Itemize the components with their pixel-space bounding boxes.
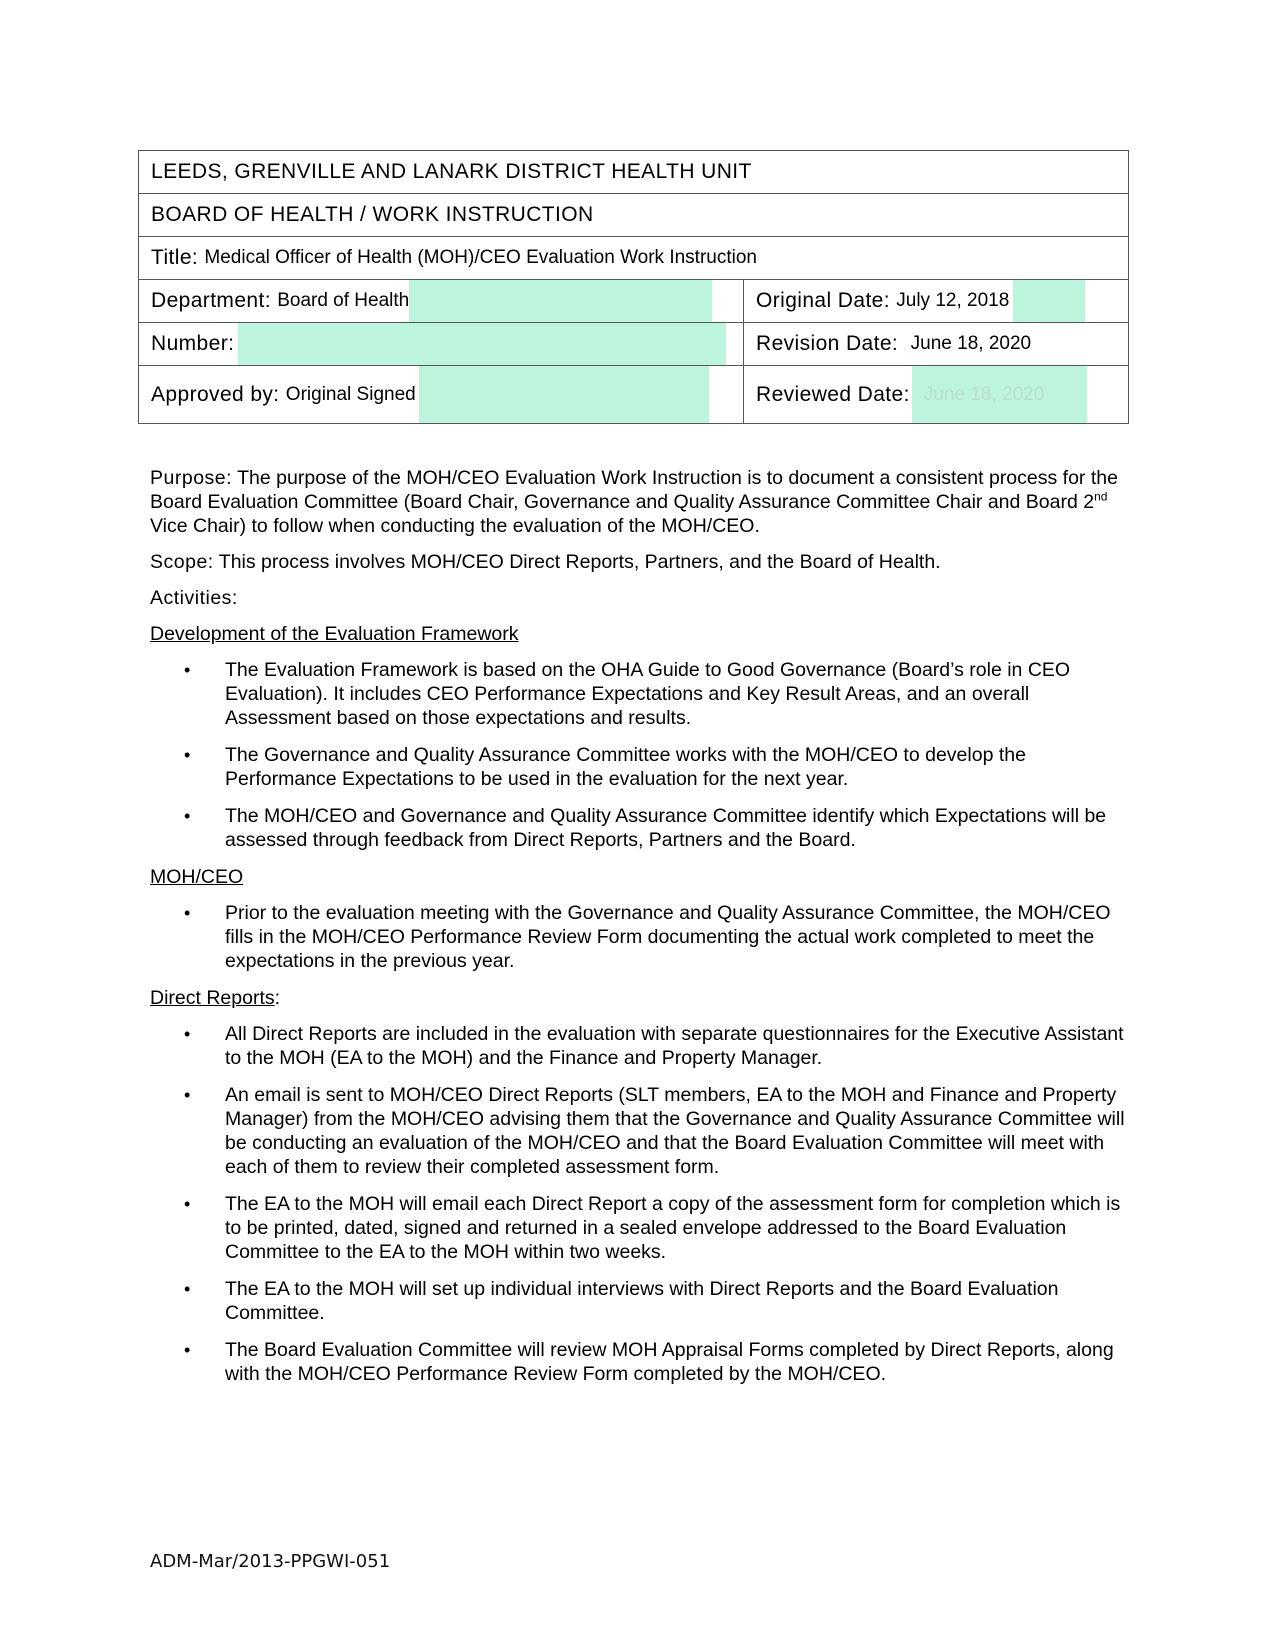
list-item	[150, 1277, 1130, 1325]
scope-paragraph	[150, 550, 1130, 574]
approved-by-label: Approved by:	[151, 382, 280, 406]
list-item-text: The EA to the MOH will set up individual interviews with Direct Reports and the Board Evaluation Committee.	[225, 1278, 1059, 1324]
list-item	[150, 901, 1130, 973]
revision-date-cell	[744, 323, 1129, 366]
document-body	[150, 466, 1130, 1399]
org-name: LEEDS, GRENVILLE AND LANARK DISTRICT HEALTH UNIT	[151, 160, 752, 183]
list-item	[150, 1338, 1130, 1386]
bullet-icon: •	[184, 1085, 191, 1105]
purpose-text-a: The purpose of the MOH/CEO Evaluation Work Instruction is to document a consistent process for the Board Evaluation Committee (Board Chair, Governance and Quality Assurance Committee Chair and Board 2	[150, 467, 1118, 513]
bullet-icon: •	[184, 903, 191, 923]
section-framework	[150, 622, 1130, 852]
section-heading: Direct Reports	[150, 987, 275, 1009]
bullet-icon: •	[184, 1194, 191, 1214]
title-label: Title:	[151, 246, 199, 269]
list-item	[150, 1083, 1130, 1179]
purpose-label: Purpose:	[150, 467, 233, 489]
bullet-icon: •	[184, 1024, 191, 1044]
list-item-text: The EA to the MOH will email each Direct Report a copy of the assessment form for completion which is to be printed, dated, signed and returned in a sealed envelope addressed to the Board Evaluation Committee to the EA to the MOH within two weeks.	[225, 1193, 1121, 1263]
purpose-paragraph	[150, 466, 1130, 538]
doc-type-cell	[139, 194, 1129, 237]
bullet-icon: •	[184, 745, 191, 765]
number-label: Number:	[151, 332, 235, 355]
revision-date-value: June 18, 2020	[910, 333, 1032, 354]
org-name-cell	[139, 151, 1129, 194]
approved-by-cell	[139, 366, 744, 424]
list-item	[150, 1022, 1130, 1070]
bullet-icon: •	[184, 660, 191, 680]
list-item-text: The Governance and Quality Assurance Committee works with the MOH/CEO to develop the Performance Expectations to be used in the evaluation for the next year.	[225, 744, 1026, 790]
scope-label: Scope:	[150, 551, 214, 573]
title-cell	[139, 237, 1129, 280]
bullet-icon: •	[184, 1340, 191, 1360]
section-heading-suffix: :	[274, 987, 281, 1009]
bullet-list	[150, 901, 1130, 973]
approved-by-highlight-field[interactable]	[419, 366, 709, 423]
list-item	[150, 658, 1130, 730]
number-field[interactable]	[238, 323, 726, 365]
number-cell	[139, 323, 744, 366]
revision-date-label: Revision Date:	[756, 332, 899, 355]
bullet-list	[150, 658, 1130, 852]
list-item	[150, 1192, 1130, 1264]
purpose-superscript: nd	[1094, 489, 1108, 504]
section-heading: Development of the Evaluation Framework	[150, 623, 519, 645]
department-value: Board of Health	[277, 290, 410, 311]
doc-type: BOARD OF HEALTH / WORK INSTRUCTION	[151, 203, 594, 226]
section-heading: MOH/CEO	[150, 866, 244, 888]
list-item-text: All Direct Reports are included in the evaluation with separate questionnaires for the Executive Assistant to the MOH (EA to the MOH) and the Finance and Property Manager.	[225, 1023, 1124, 1069]
title-value: Medical Officer of Health (MOH)/CEO Evaluation Work Instruction	[204, 247, 757, 268]
bullet-icon: •	[184, 1279, 191, 1299]
original-date-label: Original Date:	[756, 289, 890, 312]
department-label: Department:	[151, 289, 271, 312]
list-item-text: The Evaluation Framework is based on the OHA Guide to Good Governance (Board’s role in CEO Evaluation). It includes CEO Performance Expectations and Key Result Areas, and an overall Assessment based on those expectations and results.	[225, 659, 1071, 729]
reviewed-date-cell	[744, 366, 1129, 424]
activities-label: Activities:	[150, 587, 238, 609]
purpose-text-b: Vice Chair) to follow when conducting the evaluation of the MOH/CEO.	[150, 515, 760, 537]
list-item	[150, 804, 1130, 852]
list-item-text: An email is sent to MOH/CEO Direct Reports (SLT members, EA to the MOH and Finance and Property Manager) from the MOH/CEO advising them that the Governance and Quality Assurance Committee will be conducting an evaluation of the MOH/CEO and that the Board Evaluation Committee will meet with each of them to review their completed assessment form.	[225, 1084, 1125, 1178]
scope-text: This process involves MOH/CEO Direct Reports, Partners, and the Board of Health.	[218, 551, 941, 573]
list-item-text: The Board Evaluation Committee will review MOH Appraisal Forms completed by Direct Reports, along with the MOH/CEO Performance Review Form completed by the MOH/CEO.	[225, 1339, 1114, 1385]
header-table	[138, 150, 1129, 424]
bullet-icon: •	[184, 806, 191, 826]
section-direct-reports	[150, 986, 1130, 1386]
list-item-text: Prior to the evaluation meeting with the Governance and Quality Assurance Committee, the MOH/CEO fills in the MOH/CEO Performance Review Form documenting the actual work completed to meet the expectations in the previous year.	[225, 902, 1111, 972]
department-highlight-field[interactable]	[409, 280, 712, 322]
approved-by-value: Original Signed	[285, 383, 416, 405]
department-cell	[139, 280, 744, 323]
section-moh-ceo	[150, 865, 1130, 973]
bullet-list	[150, 1022, 1130, 1386]
reviewed-date-value[interactable]: June 18, 2020	[912, 366, 1087, 423]
footer-code: ADM-Mar/2013-PPGWI-051	[150, 1551, 391, 1572]
reviewed-date-label: Reviewed Date:	[756, 382, 910, 406]
original-date-cell	[744, 280, 1129, 323]
original-date-highlight-field[interactable]	[1013, 280, 1085, 322]
list-item	[150, 743, 1130, 791]
list-item-text: The MOH/CEO and Governance and Quality Assurance Committee identify which Expectations will be assessed through feedback from Direct Reports, Partners and the Board.	[225, 805, 1107, 851]
original-date-value: July 12, 2018	[896, 290, 1010, 311]
